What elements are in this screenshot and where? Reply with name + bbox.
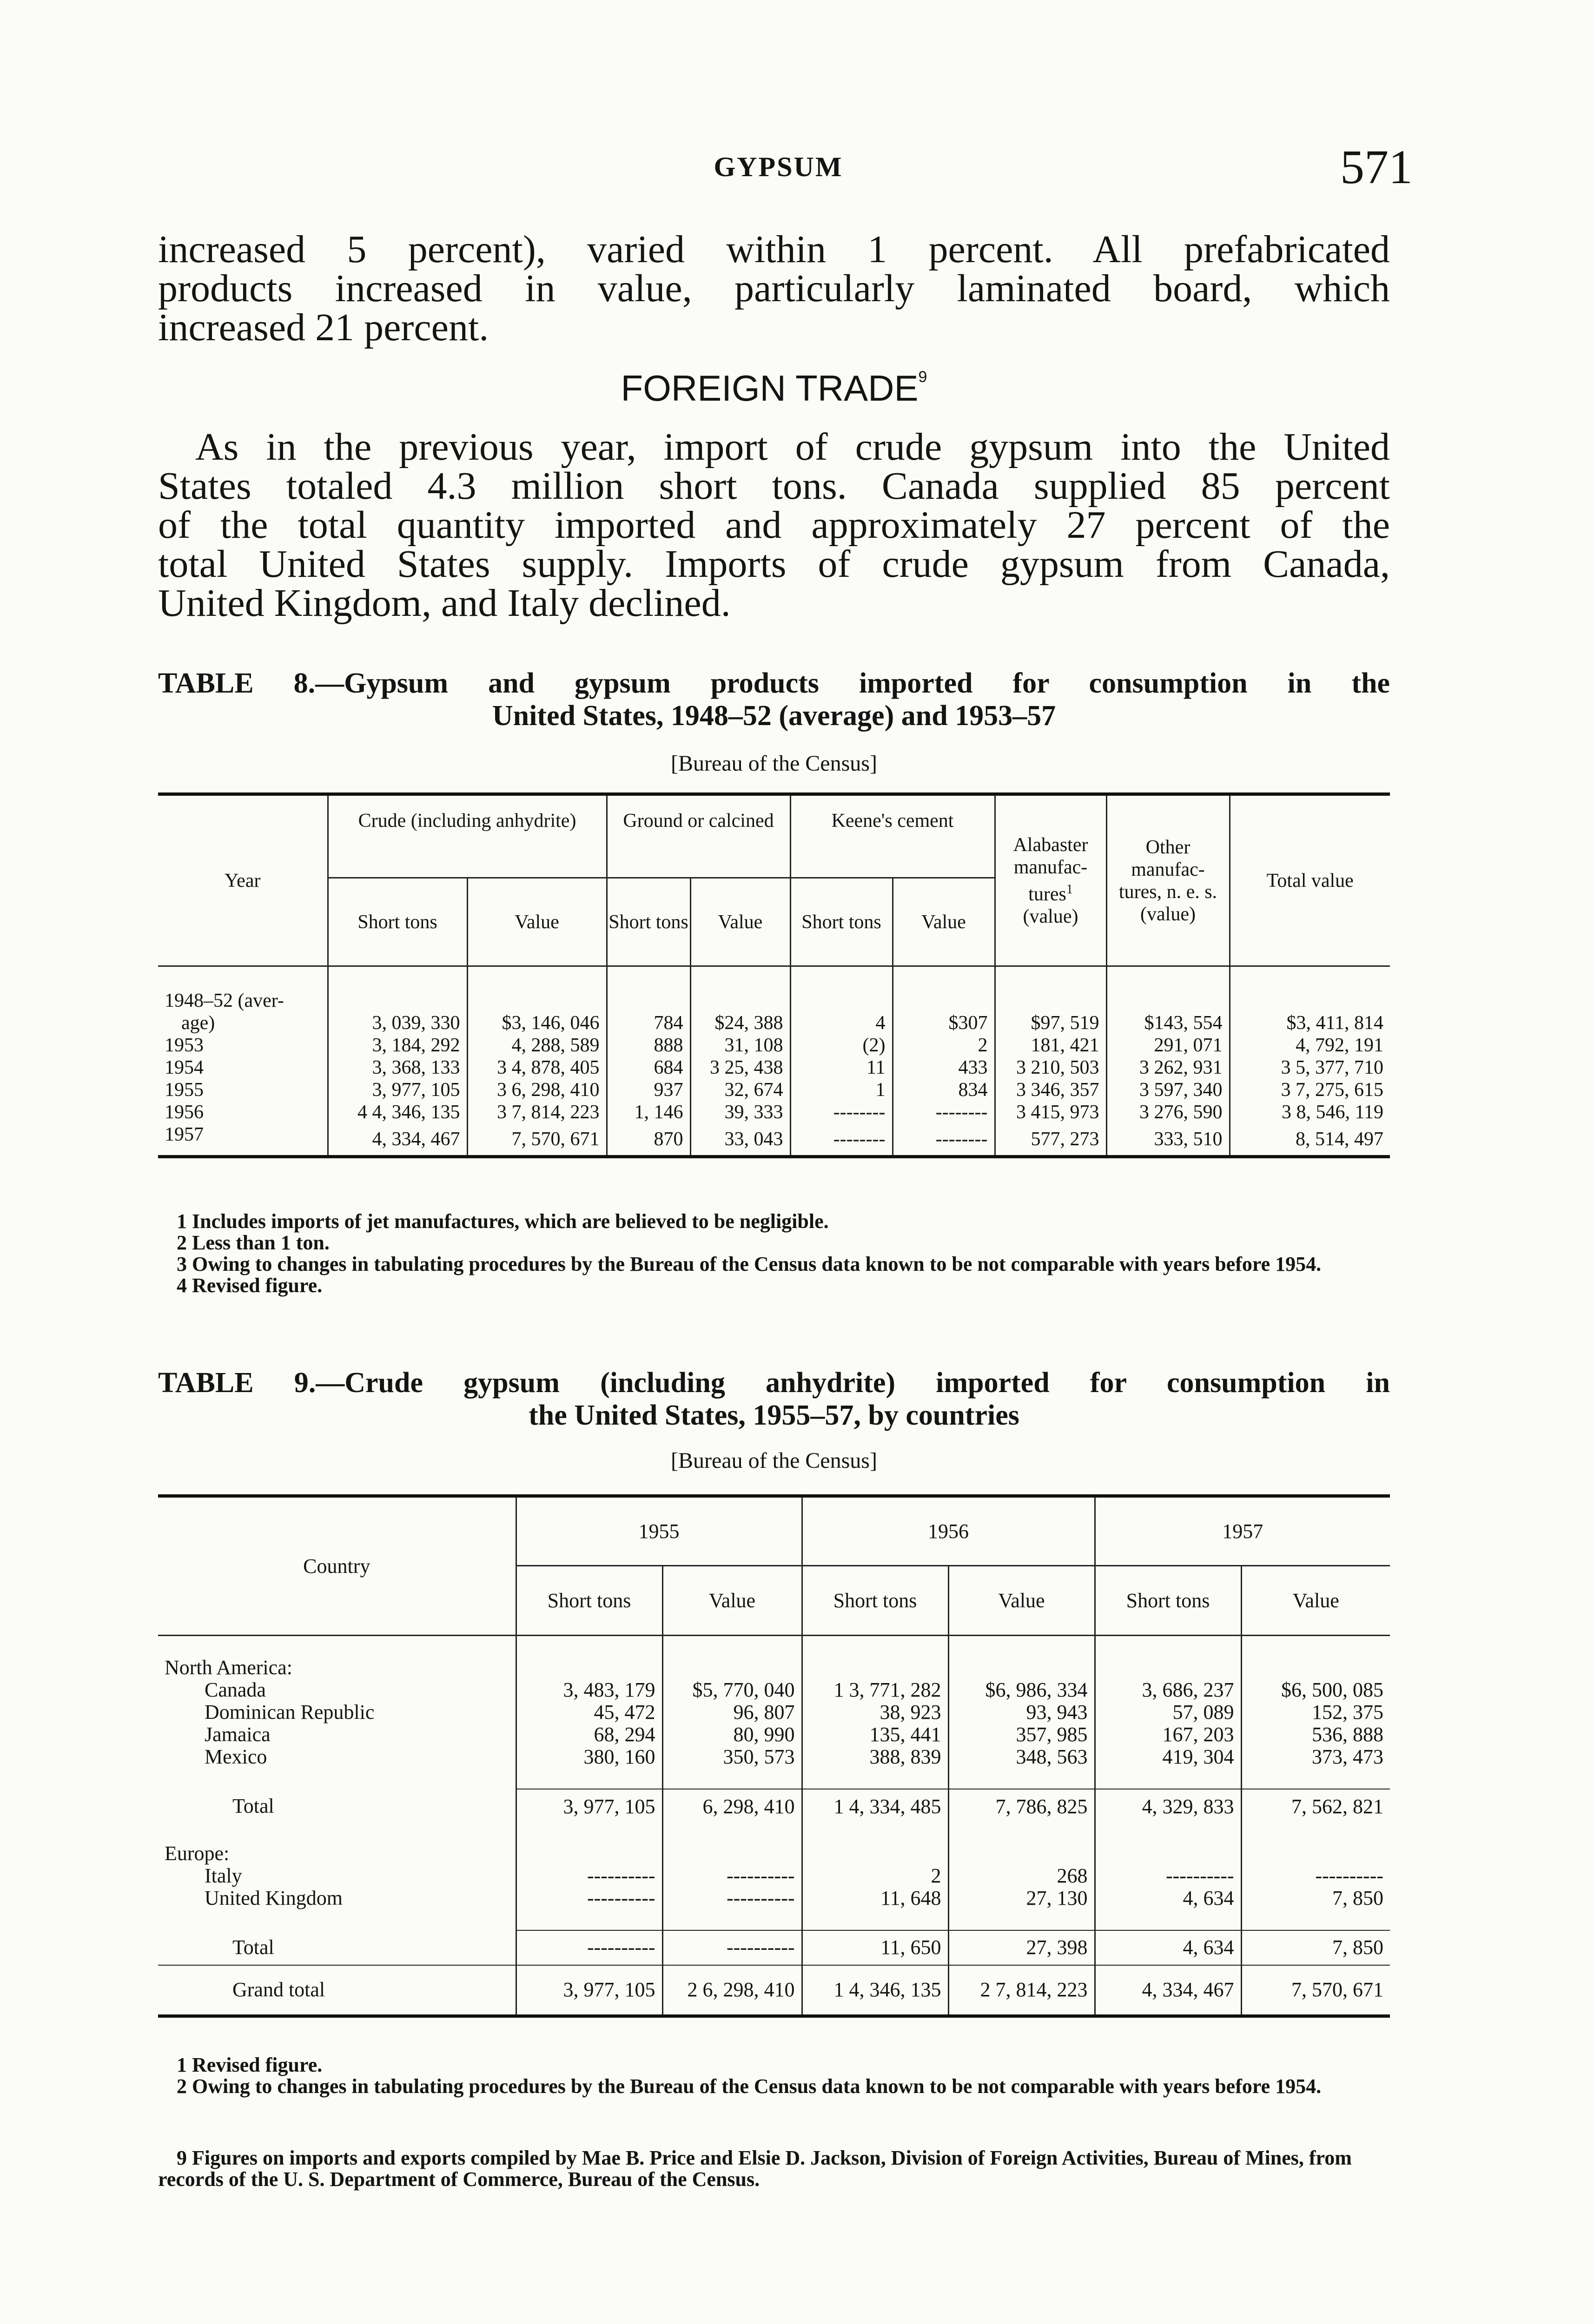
cell: ---------- xyxy=(662,1887,802,1930)
cell: 7, 562, 821 xyxy=(1241,1789,1390,1824)
cell: -------- xyxy=(893,1101,995,1123)
caption-line: TABLE 8.—Gypsum and gypsum products imported for consumption in the xyxy=(158,667,1390,699)
cell: $24, 388 xyxy=(690,1012,790,1034)
cell: 57, 089 xyxy=(1095,1701,1241,1723)
col-crude: Crude (including anhydrite) xyxy=(328,794,607,878)
subcol-value: Value xyxy=(690,878,790,966)
cell: ---------- xyxy=(516,1865,662,1887)
table-row xyxy=(158,1930,1390,1965)
footnote: 2 Owing to changes in tabulating procedures by the Bureau of the Census data known to be not comparable with years before 1954. xyxy=(177,2075,1322,2098)
running-header xyxy=(158,139,1413,194)
table8-caption xyxy=(158,667,1390,732)
cell: $97, 519 xyxy=(995,1012,1106,1034)
cell: -------- xyxy=(893,1123,995,1157)
cell: 536, 888 xyxy=(1241,1723,1390,1746)
cell: 2 7, 814, 223 xyxy=(948,1965,1095,2016)
cell: 3 346, 357 xyxy=(995,1079,1106,1101)
cell: 32, 674 xyxy=(690,1079,790,1101)
col-alabaster xyxy=(995,794,1106,966)
cell: 350, 573 xyxy=(662,1746,802,1789)
subcol-value: Value xyxy=(1241,1566,1390,1636)
paragraph-intro xyxy=(158,230,1390,347)
table-row xyxy=(158,1887,1390,1930)
footnote-mark: 1 xyxy=(1066,882,1073,897)
text-line: total United States supply. Imports of crude gypsum from Canada, xyxy=(158,542,1390,586)
cell: (2) xyxy=(790,1034,893,1056)
cell: 333, 510 xyxy=(1106,1123,1230,1157)
cell: 834 xyxy=(893,1079,995,1101)
year-cell: 1957 xyxy=(165,1123,204,1145)
text-line: As in the previous year, import of crude gypsum into the United xyxy=(195,425,1390,469)
cell: 3, 039, 330 xyxy=(328,1012,467,1034)
cell: ---------- xyxy=(1241,1865,1390,1887)
subcol-short-tons: Short tons xyxy=(328,878,467,966)
text-line: States totaled 4.3 million short tons. Canada supplied 85 percent xyxy=(158,464,1390,508)
cell: 3, 184, 292 xyxy=(328,1034,467,1056)
cell: 3 276, 590 xyxy=(1106,1101,1230,1123)
cell: 3 7, 814, 223 xyxy=(467,1101,607,1123)
cell: 3 8, 546, 119 xyxy=(1230,1101,1390,1123)
cell: 181, 421 xyxy=(995,1034,1106,1056)
table9-source: [Bureau of the Census] xyxy=(671,1448,877,1473)
cell: 11, 648 xyxy=(802,1887,948,1930)
cell: ---------- xyxy=(662,1865,802,1887)
cell: 3 262, 931 xyxy=(1106,1056,1230,1079)
table8-footnotes xyxy=(158,1211,1390,1296)
cell: 7, 570, 671 xyxy=(467,1123,607,1157)
col-keenes: Keene's cement xyxy=(790,794,995,878)
cell: ---------- xyxy=(516,1887,662,1930)
grand-total-label: Grand total xyxy=(158,1965,516,2016)
country-label: United Kingdom xyxy=(205,1886,343,1909)
table-row xyxy=(158,1701,1390,1723)
cell: $3, 411, 814 xyxy=(1230,1012,1390,1034)
cell: 3, 977, 105 xyxy=(516,1965,662,2016)
caption-line: the United States, 1955–57, by countries xyxy=(529,1400,1019,1431)
cell: $307 xyxy=(893,1012,995,1034)
cell: 870 xyxy=(607,1123,690,1157)
text-line: increased 5 percent), varied within 1 percent. All prefabricated xyxy=(158,228,1390,271)
cell: 3 25, 438 xyxy=(690,1056,790,1079)
country-label: Dominican Republic xyxy=(205,1700,375,1723)
col-ground: Ground or calcined xyxy=(607,794,790,878)
col-1956: 1956 xyxy=(802,1496,1095,1566)
cell: $3, 146, 046 xyxy=(467,1012,607,1034)
cell: 937 xyxy=(607,1079,690,1101)
footnote: 4 Revised figure. xyxy=(177,1274,323,1297)
cell: 348, 563 xyxy=(948,1746,1095,1789)
cell: 93, 943 xyxy=(948,1701,1095,1723)
cell: ---------- xyxy=(662,1930,802,1965)
table-row xyxy=(158,1679,1390,1701)
cell: 11, 650 xyxy=(802,1930,948,1965)
cell: 45, 472 xyxy=(516,1701,662,1723)
footnote-mark: 9 xyxy=(918,368,927,386)
cell: 68, 294 xyxy=(516,1723,662,1746)
table9 xyxy=(158,1494,1390,2018)
cell: 1 4, 334, 485 xyxy=(802,1789,948,1824)
cell: 380, 160 xyxy=(516,1746,662,1789)
total-label: Total xyxy=(232,1935,274,1959)
cell: 38, 923 xyxy=(802,1701,948,1723)
cell: 1 4, 346, 135 xyxy=(802,1965,948,2016)
cell: 7, 786, 825 xyxy=(948,1789,1095,1824)
cell: 577, 273 xyxy=(995,1123,1106,1157)
section-heading xyxy=(158,367,1390,409)
cell: 3 210, 503 xyxy=(995,1056,1106,1079)
cell: 2 6, 298, 410 xyxy=(662,1965,802,2016)
cell: 31, 108 xyxy=(690,1034,790,1056)
col-total: Total value xyxy=(1230,794,1390,966)
cell: 888 xyxy=(607,1034,690,1056)
year-cell: 1956 xyxy=(165,1101,204,1123)
subcol-value: Value xyxy=(467,878,607,966)
cell: 1 3, 771, 282 xyxy=(802,1679,948,1701)
table-row xyxy=(158,1056,1390,1079)
cell: 357, 985 xyxy=(948,1723,1095,1746)
cell: 80, 990 xyxy=(662,1723,802,1746)
table8-source: [Bureau of the Census] xyxy=(671,751,877,776)
cell: 39, 333 xyxy=(690,1101,790,1123)
year-cell: 1953 xyxy=(165,1034,204,1056)
section-title: FOREIGN TRADE xyxy=(621,368,919,409)
text-line: products increased in value, particularly laminated board, which xyxy=(158,267,1390,310)
cell: 268 xyxy=(948,1865,1095,1887)
cell: 3 6, 298, 410 xyxy=(467,1079,607,1101)
cell: ---------- xyxy=(516,1930,662,1965)
cell: 419, 304 xyxy=(1095,1746,1241,1789)
cell: 2 xyxy=(802,1865,948,1887)
footnote: 1 Revised figure. xyxy=(177,2053,323,2076)
cell: 4 xyxy=(790,1012,893,1034)
table8 xyxy=(158,792,1390,1158)
subcol-short-tons: Short tons xyxy=(607,878,690,966)
running-title: GYPSUM xyxy=(714,152,843,182)
total-label: Total xyxy=(232,1795,274,1817)
subcol-value: Value xyxy=(948,1566,1095,1636)
table-row xyxy=(158,1101,1390,1123)
country-label: Mexico xyxy=(205,1745,267,1768)
text-line: increased 21 percent. xyxy=(158,306,489,349)
table-row xyxy=(158,1965,1390,2016)
cell: 3, 977, 105 xyxy=(328,1079,467,1101)
cell: 4 4, 346, 135 xyxy=(328,1101,467,1123)
cell: 96, 807 xyxy=(662,1701,802,1723)
footnote: 2 Less than 1 ton. xyxy=(177,1231,330,1254)
cell: 152, 375 xyxy=(1241,1701,1390,1723)
table-row xyxy=(158,990,1390,1012)
paragraph-foreign-trade xyxy=(158,425,1390,625)
cell: 27, 398 xyxy=(948,1930,1095,1965)
footnote: 3 Owing to changes in tabulating procedures by the Bureau of the Census data known to be not comparable with years before 1954. xyxy=(177,1253,1322,1275)
col-1957: 1957 xyxy=(1095,1496,1390,1566)
cell: 4, 288, 589 xyxy=(467,1034,607,1056)
cell: 11 xyxy=(790,1056,893,1079)
cell: 167, 203 xyxy=(1095,1723,1241,1746)
cell: 4, 334, 467 xyxy=(328,1123,467,1157)
cell: 135, 441 xyxy=(802,1723,948,1746)
col-year: Year xyxy=(158,794,328,966)
cell: 3 7, 275, 615 xyxy=(1230,1079,1390,1101)
table-row xyxy=(158,1657,1390,1679)
table-row xyxy=(158,1842,1390,1865)
country-label: Italy xyxy=(205,1864,242,1887)
cell: $143, 554 xyxy=(1106,1012,1230,1034)
caption-line: TABLE 9.—Crude gypsum (including anhydrite) imported for consumption in xyxy=(158,1367,1390,1399)
table-row xyxy=(158,1012,1390,1034)
country-label: Jamaica xyxy=(205,1723,271,1746)
page-footnote xyxy=(158,2147,1390,2190)
table-row xyxy=(158,1123,1390,1157)
cell: 3, 368, 133 xyxy=(328,1056,467,1079)
table-row xyxy=(158,1789,1390,1824)
table-row xyxy=(158,1079,1390,1101)
cell: -------- xyxy=(790,1101,893,1123)
col-1955: 1955 xyxy=(516,1496,802,1566)
cell: 1, 146 xyxy=(607,1101,690,1123)
cell: 4, 792, 191 xyxy=(1230,1034,1390,1056)
cell: 7, 850 xyxy=(1241,1930,1390,1965)
cell: 3, 686, 237 xyxy=(1095,1679,1241,1701)
cell: 684 xyxy=(607,1056,690,1079)
text-line: of the total quantity imported and approximately 27 percent of the xyxy=(158,503,1390,547)
alabaster-label: Alabaster manufac- tures xyxy=(1013,834,1088,905)
table9-footnotes xyxy=(158,2054,1390,2097)
cell: 3 4, 878, 405 xyxy=(467,1056,607,1079)
subcol-value: Value xyxy=(662,1566,802,1636)
cell: 7, 850 xyxy=(1241,1887,1390,1930)
cell: 33, 043 xyxy=(690,1123,790,1157)
subcol-short-tons: Short tons xyxy=(790,878,893,966)
other-unit: (value) xyxy=(1140,903,1196,925)
cell: 8, 514, 497 xyxy=(1230,1123,1390,1157)
cell: 3, 977, 105 xyxy=(516,1789,662,1824)
cell: 433 xyxy=(893,1056,995,1079)
cell: $6, 500, 085 xyxy=(1241,1679,1390,1701)
country-label: Canada xyxy=(205,1678,266,1701)
cell: $6, 986, 334 xyxy=(948,1679,1095,1701)
alabaster-unit: (value) xyxy=(1023,905,1078,927)
cell: 4, 634 xyxy=(1095,1930,1241,1965)
other-label: Other manufac- tures, n. e. s. xyxy=(1118,836,1217,903)
caption-line: United States, 1948–52 (average) and 1953–57 xyxy=(492,700,1056,732)
year-cell: age) xyxy=(181,1012,215,1034)
footnote-foreign-trade: 9 Figures on imports and exports compiled by Mae B. Price and Elsie D. Jackson, Division of Foreign Activities, Bureau of Mines, from records of the U. S. Department of Commerce, Bureau of the Census. xyxy=(158,2146,1352,2191)
col-other xyxy=(1106,794,1230,966)
cell: 27, 130 xyxy=(948,1887,1095,1930)
cell: 2 xyxy=(893,1034,995,1056)
year-cell: 1955 xyxy=(165,1079,204,1101)
footnote: 1 Includes imports of jet manufactures, which are believed to be negligible. xyxy=(177,1210,829,1233)
cell: 3 5, 377, 710 xyxy=(1230,1056,1390,1079)
subcol-short-tons: Short tons xyxy=(802,1566,948,1636)
table-row xyxy=(158,1034,1390,1056)
cell: 373, 473 xyxy=(1241,1746,1390,1789)
cell: $5, 770, 040 xyxy=(662,1679,802,1701)
cell: 4, 329, 833 xyxy=(1095,1789,1241,1824)
cell: -------- xyxy=(790,1123,893,1157)
subcol-value: Value xyxy=(893,878,995,966)
text-line: United Kingdom, and Italy declined. xyxy=(158,581,731,625)
region-label: North America: xyxy=(165,1656,292,1679)
year-cell: 1948–52 (aver- xyxy=(165,990,284,1011)
page-number: 571 xyxy=(1340,140,1413,194)
year-cell: 1954 xyxy=(165,1056,204,1078)
cell: 4, 634 xyxy=(1095,1887,1241,1930)
region-label: Europe: xyxy=(165,1842,230,1865)
table-row xyxy=(158,1723,1390,1746)
cell: 3, 483, 179 xyxy=(516,1679,662,1701)
cell: 3 597, 340 xyxy=(1106,1079,1230,1101)
table-row xyxy=(158,1865,1390,1887)
subcol-short-tons: Short tons xyxy=(1095,1566,1241,1636)
cell: 4, 334, 467 xyxy=(1095,1965,1241,2016)
cell: ---------- xyxy=(1095,1865,1241,1887)
table9-caption xyxy=(158,1367,1390,1432)
table-row xyxy=(158,1746,1390,1789)
cell: 7, 570, 671 xyxy=(1241,1965,1390,2016)
cell: 6, 298, 410 xyxy=(662,1789,802,1824)
cell: 388, 839 xyxy=(802,1746,948,1789)
cell: 1 xyxy=(790,1079,893,1101)
subcol-short-tons: Short tons xyxy=(516,1566,662,1636)
cell: 291, 071 xyxy=(1106,1034,1230,1056)
col-country: Country xyxy=(158,1496,516,1636)
cell: 784 xyxy=(607,1012,690,1034)
cell: 3 415, 973 xyxy=(995,1101,1106,1123)
